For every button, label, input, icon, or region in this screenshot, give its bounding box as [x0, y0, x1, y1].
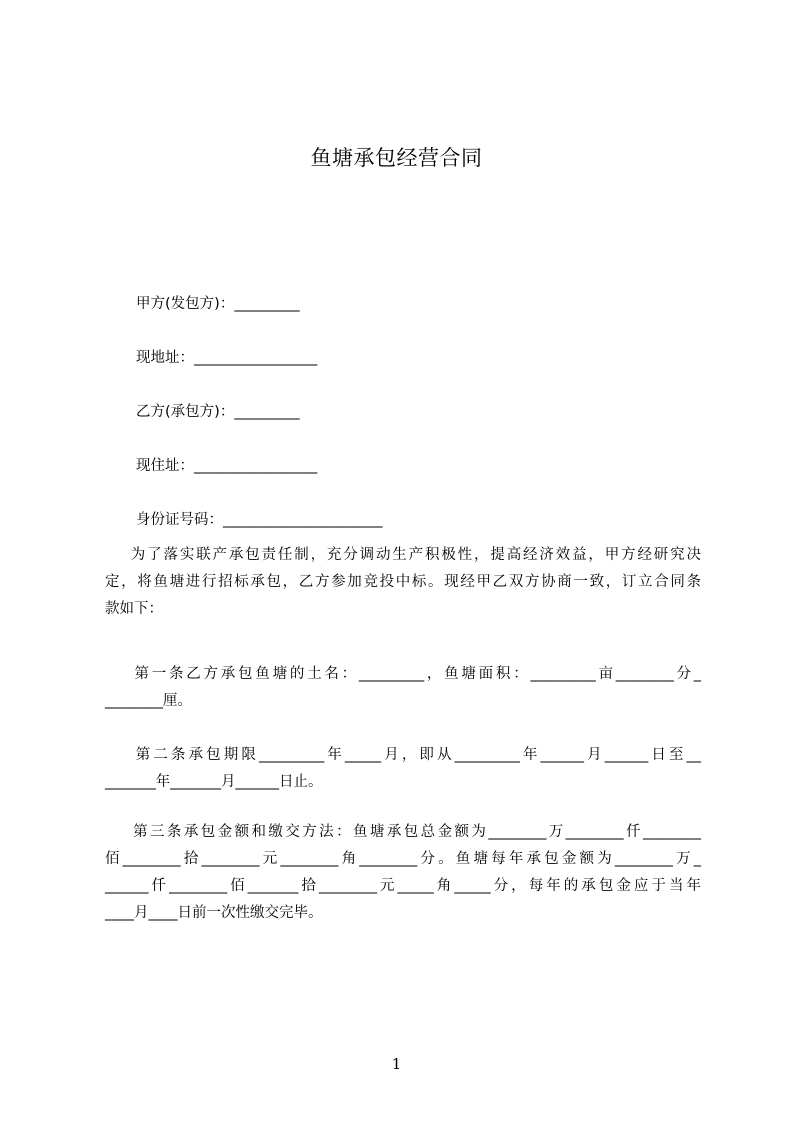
article-1-paragraph: [105, 661, 701, 715]
intro-line: 款如下：: [105, 601, 163, 617]
article-2-paragraph: [105, 742, 701, 796]
article-3-paragraph: [105, 819, 701, 927]
id-number-field: 身份证号码：______________________: [136, 512, 383, 528]
document-title: 鱼塘承包经营合同: [310, 146, 483, 170]
party-a-field: 甲方(发包方)：_________: [136, 296, 300, 312]
intro-paragraph: [105, 542, 701, 623]
article-1-line: ________厘。: [105, 693, 192, 709]
intro-line: 为了落实联产承包责任制，充分调动生产积极性，提高经济效益，甲方经研究决: [105, 547, 701, 563]
party-a-address-field: 现地址：_________________: [136, 350, 318, 366]
article-2-line: 第二条承包期限_________年_____月，即从_________年______月______日至__: [105, 747, 701, 763]
article-1-line: 第一条乙方承包鱼塘的土名：_________，鱼塘面积：_________亩________分_: [105, 666, 701, 682]
intro-line: 定，将鱼塘进行招标承包，乙方参加竞投中标。现经甲乙双方协商一致，订立合同条: [105, 574, 701, 590]
page-number: 1: [391, 1055, 402, 1073]
article-3-line: ______仟________佰_______拾________元_____角_____分，每年的承包金应于当年: [105, 878, 701, 894]
article-3-line: 第三条承包金额和缴交方法：鱼塘承包总金额为________万________仟________: [105, 824, 701, 840]
party-b-field: 乙方(承包方)：_________: [136, 404, 300, 420]
article-3-line: ____月____日前一次性缴交完毕。: [105, 905, 323, 921]
party-b-address-field: 现住址：_________________: [136, 458, 318, 474]
article-3-line: 佰________拾________元________角________分。鱼塘每年承包金额为________万_: [105, 851, 701, 867]
article-2-line: _______年_______月______日止。: [105, 774, 323, 790]
